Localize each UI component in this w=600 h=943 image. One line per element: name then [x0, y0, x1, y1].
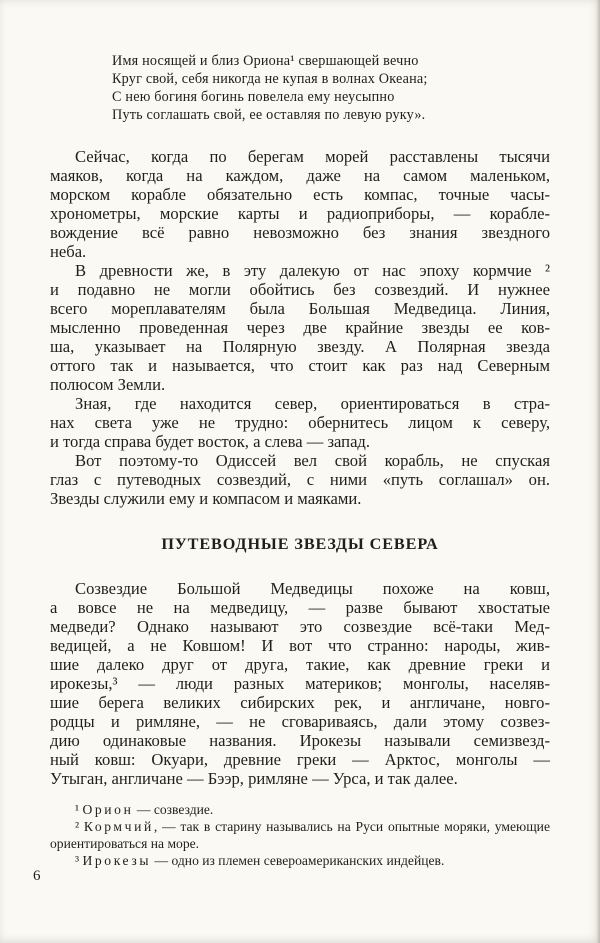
text-line: вождение всё равно невозможно без знания звездного: [50, 223, 550, 242]
page-number: 6: [33, 868, 41, 884]
text-line: Путь соглашать свой, ее оставляя по левую руку».: [112, 107, 426, 123]
text-line: и тогда справа будет восток, а слева — запад.: [50, 432, 371, 451]
text-line: С нею богиня богинь повелела ему неусыпно: [112, 89, 395, 105]
text-line: мысленно проведенная через две крайние звезды ее ков-: [50, 318, 550, 337]
footnote-text: , — так в старину назывались на Руси опытные моряки, умеющие ориентироваться на море.: [50, 819, 550, 851]
body-text: [50, 147, 550, 788]
text-line: нах света уже не трудно: обернитесь лицом к северу,: [50, 413, 550, 432]
footnote: [50, 818, 550, 852]
text-line: всего мореплавателям была Большая Медведица. Линия,: [50, 299, 550, 318]
text-line: дию одинаковые названия. Ирокезы называли семизвезд-: [50, 731, 550, 750]
text-line: Утыган, англичане — Бээр, римляне — Урса, и так далее.: [50, 769, 458, 788]
epigraph-verse: [112, 52, 550, 124]
footnote-term: Кормчий: [83, 819, 154, 834]
text-line: Имя носящей и близ Ориона¹ свершающей вечно: [112, 53, 419, 69]
footnote-text: — созвездие.: [133, 802, 214, 817]
text-line: Созвездие Большой Медведицы похоже на ковш,: [75, 579, 550, 598]
text-line: а вовсе не на медведицу, — разве бывают хвостатые: [50, 598, 550, 617]
footnote-term: Орион: [82, 802, 134, 817]
footnotes-block: [50, 801, 550, 869]
footnote-marker: ³: [75, 853, 80, 868]
paragraph: [50, 579, 550, 788]
text-line: ведицей, а не Ковшом! И вот что странно: народы, жив-: [50, 636, 550, 655]
paragraph: [50, 261, 550, 394]
text-line: ный ковш: Окуари, древние греки — Арктос, монголы —: [50, 750, 550, 769]
text-line: Сейчас, когда по берегам морей расставлены тысячи: [75, 147, 550, 166]
text-line: В древности же, в эту далекую от нас эпоху кормчие ²: [75, 261, 550, 280]
text-line: Круг свой, себя никогда не купая в волнах Океана;: [112, 71, 428, 87]
paragraph: [50, 394, 550, 451]
text-line: глаз с путеводных созвездий, с ними «путь соглашал» он.: [50, 470, 550, 489]
text-line: морском корабле обязательно есть компас, точные часы-: [50, 185, 550, 204]
text-line: родцы и римляне, — не сговариваясь, дали этому созвез-: [50, 712, 550, 731]
footnote: [50, 852, 550, 869]
paragraph: [50, 451, 550, 508]
text-line: Зная, где находится север, ориентироваться в стра-: [75, 394, 550, 413]
footnote-marker: ¹: [75, 802, 80, 817]
footnote-term: Ирокезы: [82, 853, 152, 868]
text-line: хронометры, морские карты и радиоприборы, — корабле-: [50, 204, 550, 223]
text-line: маяков, когда на каждом, даже на самом маленьком,: [50, 166, 550, 185]
text-line: полюсом Земли.: [50, 375, 166, 394]
text-line: и подавно не могли обойтись без созвездий. И нужнее: [50, 280, 550, 299]
text-line: оттого так и называется, что стоит как раз над Северным: [50, 356, 550, 375]
text-line: ирокезы,³ — люди разных материков; монголы, населяв-: [50, 674, 550, 693]
text-line: шие далеко друг от друга, такие, как древние греки и: [50, 655, 550, 674]
text-line: Вот поэтому-то Одиссей вел свой корабль, не спуская: [75, 451, 550, 470]
text-line: ша, указывает на Полярную звезду. А Полярная звезда: [50, 337, 550, 356]
text-line: неба.: [50, 242, 87, 261]
section-heading: ПУТЕВОДНЫЕ ЗВЕЗДЫ СЕВЕРА: [161, 535, 439, 553]
footnote-text: — одно из племен североамериканских индейцев.: [151, 853, 445, 868]
text-line: медведи? Однако называют это созвездие всё-таки Мед-: [50, 617, 550, 636]
text-line: Звезды служили ему и компасом и маяками.: [50, 489, 362, 508]
text-line: шие берега великих сибирских рек, и англичане, новго-: [50, 693, 550, 712]
footnote-marker: ²: [75, 819, 80, 834]
footnote: [50, 801, 550, 818]
paragraph: [50, 147, 550, 261]
